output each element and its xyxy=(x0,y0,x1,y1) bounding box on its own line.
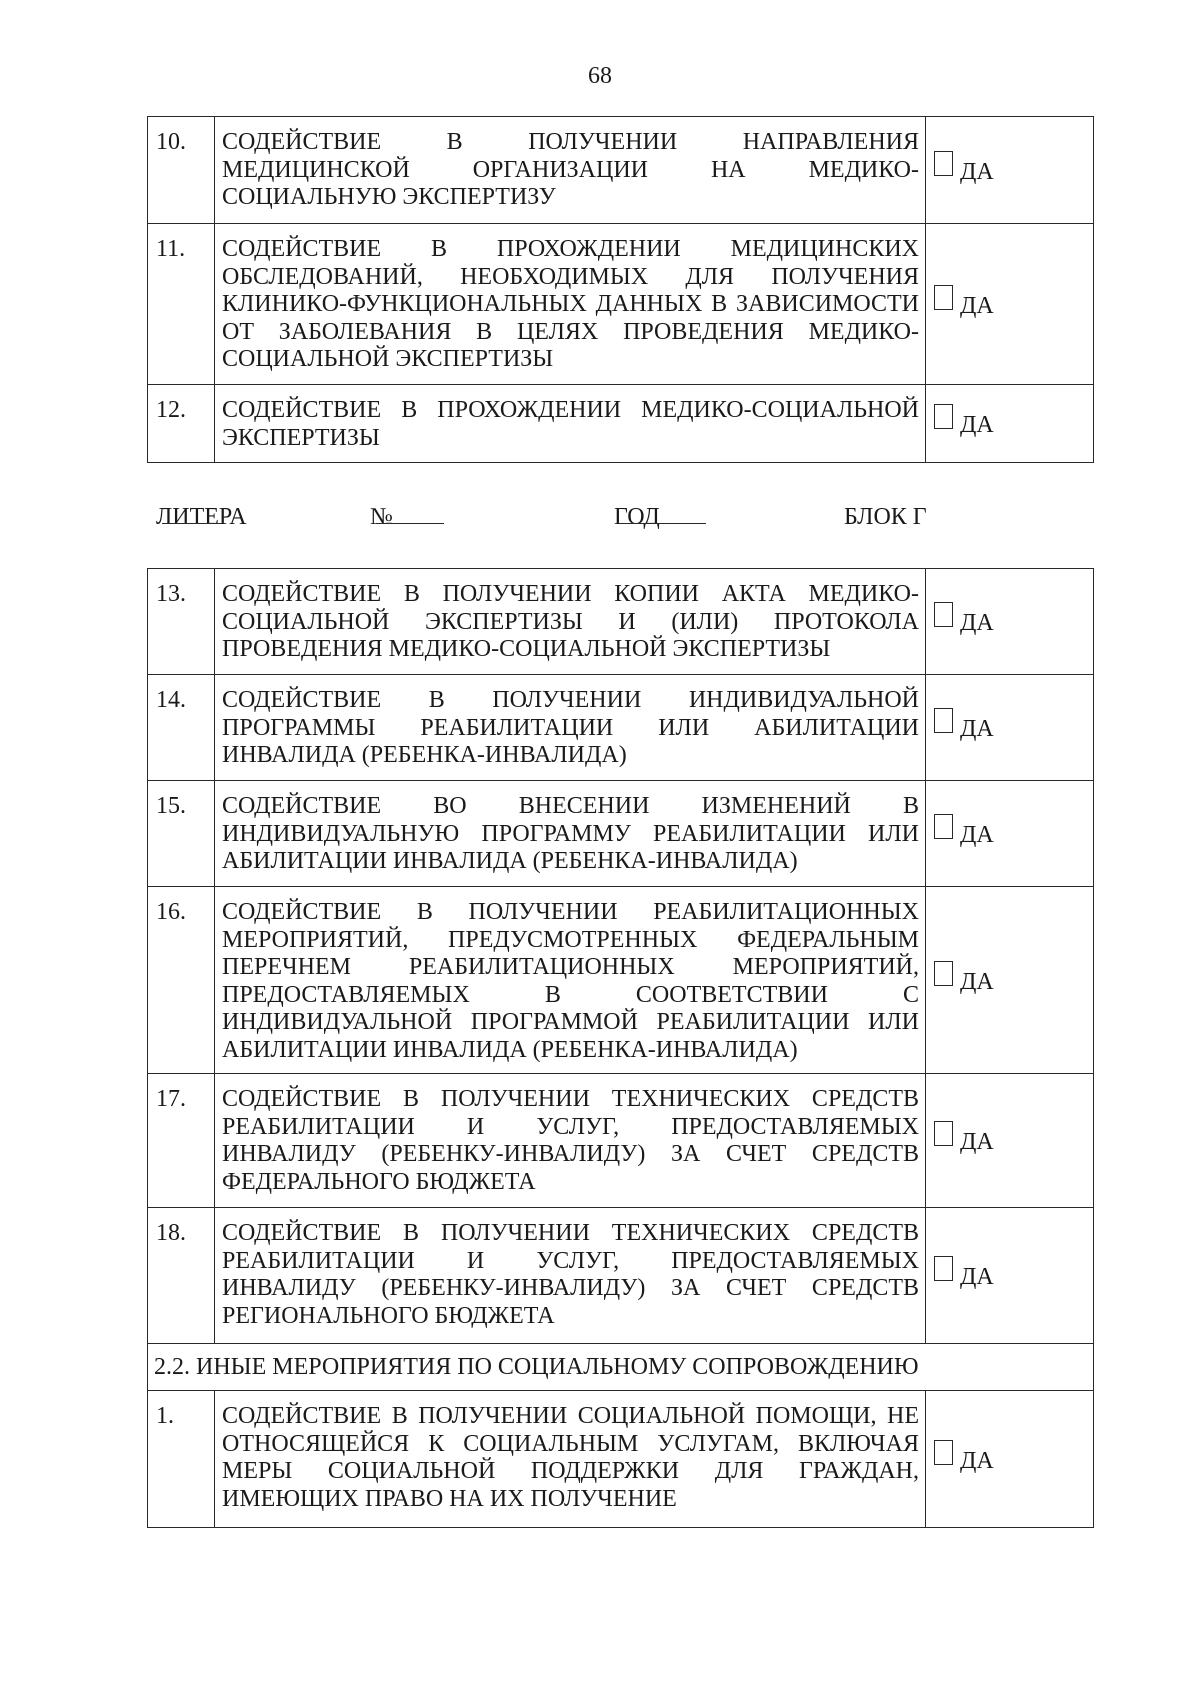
row-number: 13. xyxy=(148,569,215,675)
service-description: СОДЕЙСТВИЕ В ПОЛУЧЕНИИ НАПРАВЛЕНИЯ МЕДИЦИНСКОЙ ОРГАНИЗАЦИИ НА МЕДИКО-СОЦИАЛЬНУЮ ЭКСПЕРТИЗУ xyxy=(215,117,926,224)
table-row xyxy=(148,1391,1094,1528)
row-number: 18. xyxy=(148,1208,215,1344)
table-row xyxy=(148,675,1094,781)
checkbox-square-icon xyxy=(934,404,953,429)
yes-label: ДА xyxy=(960,610,994,637)
block-header: ЛИТЕРА № ГОД БЛОК Г xyxy=(156,504,927,530)
yes-checkbox[interactable] xyxy=(926,117,1094,224)
row-number: 15. xyxy=(148,781,215,887)
checkbox-square-icon xyxy=(934,1256,953,1281)
checkbox-square-icon xyxy=(934,1121,953,1146)
yes-label: ДА xyxy=(960,1264,994,1291)
yes-checkbox[interactable] xyxy=(926,569,1094,675)
table-row xyxy=(148,887,1094,1074)
section-title: 2.2. ИНЫЕ МЕРОПРИЯТИЯ ПО СОЦИАЛЬНОМУ СОПРОВОЖДЕНИЮ xyxy=(148,1344,1094,1391)
year-blank[interactable] xyxy=(620,503,706,524)
yes-label: ДА xyxy=(960,822,994,849)
service-description: СОДЕЙСТВИЕ В ПОЛУЧЕНИИ СОЦИАЛЬНОЙ ПОМОЩИ, НЕ ОТНОСЯЩЕЙСЯ К СОЦИАЛЬНЫМ УСЛУГАМ, ВКЛЮЧАЯ МЕРЫ СОЦИАЛЬНОЙ ПОДДЕРЖКИ ДЛЯ ГРАЖДАН, ИМЕЮЩИХ ПРАВО НА ИХ ПОЛУЧЕНИЕ xyxy=(215,1391,926,1528)
page-number: 68 xyxy=(588,63,612,89)
checkbox-square-icon xyxy=(934,814,953,839)
row-number: 11. xyxy=(148,224,215,385)
table-row xyxy=(148,1208,1094,1344)
row-number: 10. xyxy=(148,117,215,224)
yes-checkbox[interactable] xyxy=(926,1208,1094,1344)
checkbox-square-icon xyxy=(934,961,953,986)
row-number: 12. xyxy=(148,385,215,463)
row-number: 14. xyxy=(148,675,215,781)
table-row xyxy=(148,117,1094,224)
service-description: СОДЕЙСТВИЕ В ПОЛУЧЕНИИ ТЕХНИЧЕСКИХ СРЕДСТВ РЕАБИЛИТАЦИИ И УСЛУГ, ПРЕДОСТАВЛЯЕМЫХ ИНВАЛИДУ (РЕБЕНКУ-ИНВАЛИДУ) ЗА СЧЕТ СРЕДСТВ ФЕДЕРАЛЬНОГО БЮДЖЕТА xyxy=(215,1074,926,1208)
services-table-top xyxy=(147,116,1094,463)
checkbox-square-icon xyxy=(934,1440,953,1465)
yes-label: ДА xyxy=(960,292,994,319)
yes-checkbox[interactable] xyxy=(926,1074,1094,1208)
service-description: СОДЕЙСТВИЕ ВО ВНЕСЕНИИ ИЗМЕНЕНИЙ В ИНДИВИДУАЛЬНУЮ ПРОГРАММУ РЕАБИЛИТАЦИИ ИЛИ АБИЛИТАЦИИ ИНВАЛИДА (РЕБЕНКА-ИНВАЛИДА) xyxy=(215,781,926,887)
row-number: 1. xyxy=(148,1391,215,1528)
service-description: СОДЕЙСТВИЕ В ПОЛУЧЕНИИ ИНДИВИДУАЛЬНОЙ ПРОГРАММЫ РЕАБИЛИТАЦИИ ИЛИ АБИЛИТАЦИИ ИНВАЛИДА (РЕБЕНКА-ИНВАЛИДА) xyxy=(215,675,926,781)
yes-checkbox[interactable] xyxy=(926,781,1094,887)
checkbox-square-icon xyxy=(934,708,953,733)
service-description: СОДЕЙСТВИЕ В ПОЛУЧЕНИИ ТЕХНИЧЕСКИХ СРЕДСТВ РЕАБИЛИТАЦИИ И УСЛУГ, ПРЕДОСТАВЛЯЕМЫХ ИНВАЛИДУ (РЕБЕНКУ-ИНВАЛИДУ) ЗА СЧЕТ СРЕДСТВ РЕГИОНАЛЬНОГО БЮДЖЕТА xyxy=(215,1208,926,1344)
yes-label: ДА xyxy=(960,158,994,185)
yes-checkbox[interactable] xyxy=(926,224,1094,385)
yes-checkbox[interactable] xyxy=(926,887,1094,1074)
checkbox-square-icon xyxy=(934,602,953,627)
row-number: 16. xyxy=(148,887,215,1074)
block-label: БЛОК Г xyxy=(844,504,927,530)
checkbox-square-icon xyxy=(934,151,953,176)
service-description: СОДЕЙСТВИЕ В ПРОХОЖДЕНИИ МЕДИЦИНСКИХ ОБСЛЕДОВАНИЙ, НЕОБХОДИМЫХ ДЛЯ ПОЛУЧЕНИЯ КЛИНИКО-ФУНКЦИОНАЛЬНЫХ ДАННЫХ В ЗАВИСИМОСТИ ОТ ЗАБОЛЕВАНИЯ В ЦЕЛЯХ ПРОВЕДЕНИЯ МЕДИКО-СОЦИАЛЬНОЙ ЭКСПЕРТИЗЫ xyxy=(215,224,926,385)
table-row xyxy=(148,224,1094,385)
services-table-bottom xyxy=(147,568,1094,1528)
table-row xyxy=(148,569,1094,675)
number-blank[interactable] xyxy=(376,503,444,524)
yes-checkbox[interactable] xyxy=(926,1391,1094,1528)
table-row xyxy=(148,781,1094,887)
table-row xyxy=(148,385,1094,463)
yes-checkbox[interactable] xyxy=(926,675,1094,781)
yes-label: ДА xyxy=(960,716,994,743)
yes-label: ДА xyxy=(960,412,994,439)
service-description: СОДЕЙСТВИЕ В ПОЛУЧЕНИИ РЕАБИЛИТАЦИОННЫХ МЕРОПРИЯТИЙ, ПРЕДУСМОТРЕННЫХ ФЕДЕРАЛЬНЫМ ПЕРЕЧНЕМ РЕАБИЛИТАЦИОННЫХ МЕРОПРИЯТИЙ, ПРЕДОСТАВЛЯЕМЫХ В СООТВЕТСТВИИ С ИНДИВИДУАЛЬНОЙ ПРОГРАММОЙ РЕАБИЛИТАЦИИ ИЛИ АБИЛИТАЦИИ ИНВАЛИДА (РЕБЕНКА-ИНВАЛИДА) xyxy=(215,887,926,1074)
litera-blank[interactable] xyxy=(162,503,222,524)
yes-label: ДА xyxy=(960,1129,994,1156)
service-description: СОДЕЙСТВИЕ В ПРОХОЖДЕНИИ МЕДИКО-СОЦИАЛЬНОЙ ЭКСПЕРТИЗЫ xyxy=(215,385,926,463)
section-row xyxy=(148,1344,1094,1391)
service-description: СОДЕЙСТВИЕ В ПОЛУЧЕНИИ КОПИИ АКТА МЕДИКО-СОЦИАЛЬНОЙ ЭКСПЕРТИЗЫ И (ИЛИ) ПРОТОКОЛА ПРОВЕДЕНИЯ МЕДИКО-СОЦИАЛЬНОЙ ЭКСПЕРТИЗЫ xyxy=(215,569,926,675)
table-row xyxy=(148,1074,1094,1208)
checkbox-square-icon xyxy=(934,285,953,310)
yes-checkbox[interactable] xyxy=(926,385,1094,463)
row-number: 17. xyxy=(148,1074,215,1208)
yes-label: ДА xyxy=(960,968,994,995)
yes-label: ДА xyxy=(960,1447,994,1474)
